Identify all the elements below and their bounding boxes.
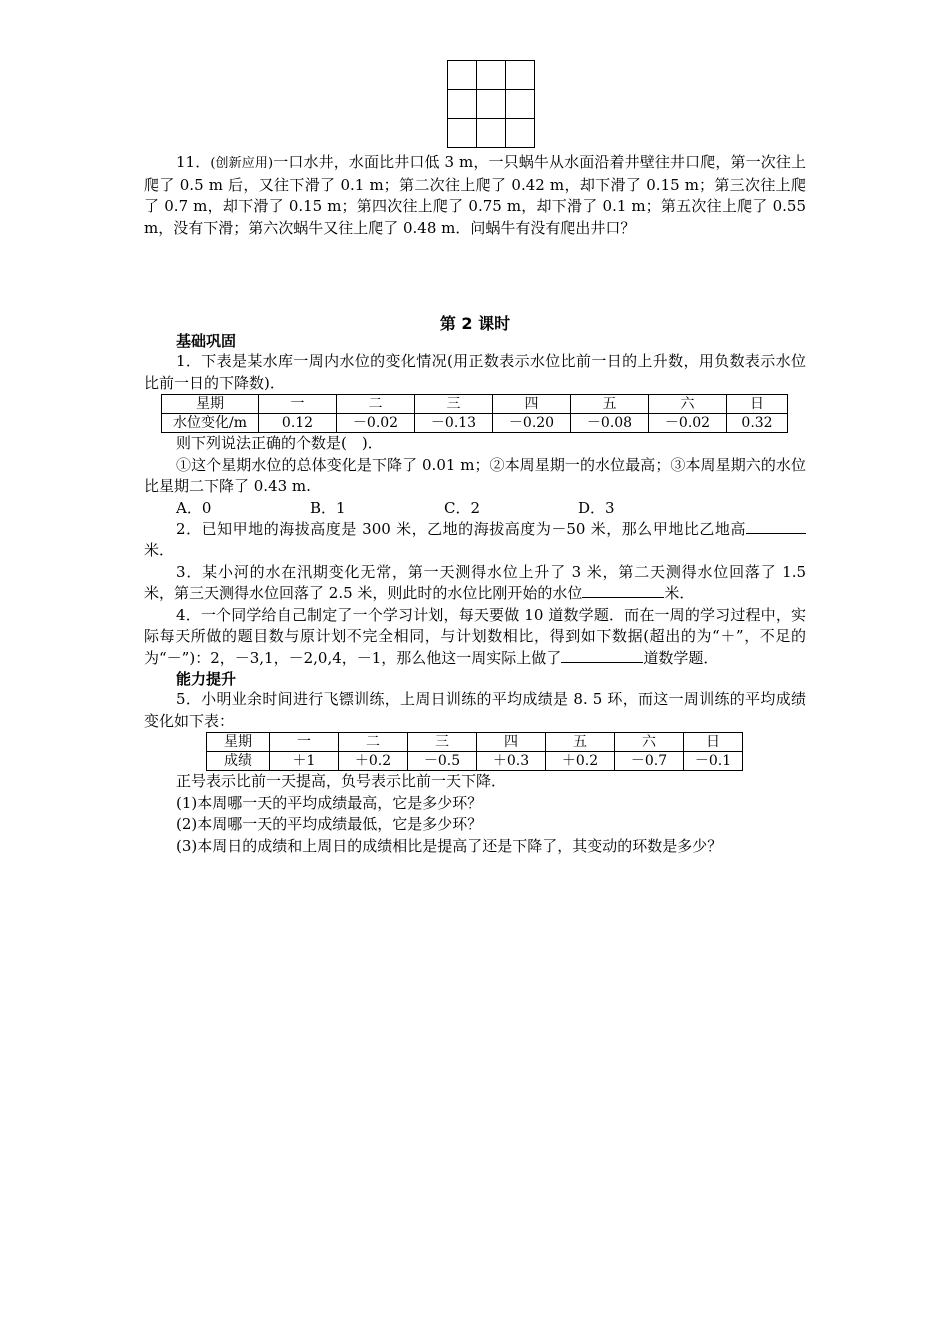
table-cell: 0.32 bbox=[727, 414, 788, 433]
table-cell: 二 bbox=[337, 395, 415, 414]
q5-note: 正号表示比前一天提高，负号表示比前一天下降． bbox=[176, 772, 507, 790]
table-cell: －0.08 bbox=[571, 414, 649, 433]
table-cell: 0.12 bbox=[259, 414, 337, 433]
table-cell: 成绩 bbox=[207, 752, 270, 771]
table-cell: ＋0.3 bbox=[477, 752, 546, 771]
table-header-row bbox=[162, 395, 788, 414]
table-cell: 日 bbox=[684, 733, 743, 752]
q2-text: 2．已知甲地的海拔高度是 300 米，乙地的海拔高度为－50 米，那么甲地比乙地高 bbox=[176, 519, 746, 538]
table-cell: －0.02 bbox=[337, 414, 415, 433]
question-2 bbox=[144, 519, 806, 562]
table-header-row bbox=[207, 733, 743, 752]
table-cell: 三 bbox=[415, 395, 493, 414]
q3-tail: 米． bbox=[664, 584, 695, 602]
heading-basic: 基础巩固 bbox=[176, 332, 237, 350]
table-cell: 四 bbox=[493, 395, 571, 414]
table-cell: ＋1 bbox=[270, 752, 339, 771]
table-cell: 六 bbox=[649, 395, 727, 414]
table-cell: 三 bbox=[408, 733, 477, 752]
q1-intro: 1．下表是某水库一周内水位的变化情况(用正数表示水位比前一日的上升数，用负数表示水位比前一日的下降数)． bbox=[144, 352, 806, 392]
q5-intro: 5．小明业余时间进行飞镖训练，上周日训练的平均成绩是 8. 5 环，而这一周训练的平均成绩变化如下表： bbox=[144, 690, 806, 730]
table-cell: 五 bbox=[546, 733, 615, 752]
heading-advanced: 能力提升 bbox=[176, 670, 237, 688]
q1-options bbox=[144, 498, 806, 519]
main-content bbox=[144, 331, 806, 857]
q5-sub2: (2)本周哪一天的平均成绩最低，它是多少环？ bbox=[176, 815, 483, 833]
question-text: 一口水井，水面比井口低 3 m，一只蜗牛从水面沿着井壁往井口爬，第一次往上爬了 0.5 m 后，又往下滑了 0.1 m；第二次往上爬了 0.42 m，却下滑了 0.15 m；第三次往上爬了 0.7 m，却下滑了 0.15 m；第四次往上爬了 0.75 m，却下滑了 0.1 m；第五次往上爬了 0.55 m，没有下滑；第六次蜗牛又往上爬了 0.48 m．问蜗牛有没有爬出井口？ bbox=[144, 153, 806, 237]
table-cell: －0.7 bbox=[615, 752, 684, 771]
table-cell: 四 bbox=[477, 733, 546, 752]
table-cell: 日 bbox=[727, 395, 788, 414]
water-level-table bbox=[161, 394, 788, 433]
table-cell: 六 bbox=[615, 733, 684, 752]
q5-sub1: (1)本周哪一天的平均成绩最高，它是多少环？ bbox=[176, 793, 483, 812]
table-cell: －0.13 bbox=[415, 414, 493, 433]
q3-text: 3．某小河的水在汛期变化无常，第一天测得水位上升了 3 米，第二天测得水位回落了 1.5 米，第三天测得水位回落了 2.5 米，则此时的水位比刚开始的水位 bbox=[144, 562, 806, 602]
question-3 bbox=[144, 562, 806, 605]
table-cell: 一 bbox=[270, 733, 339, 752]
three-by-three-grid bbox=[447, 60, 535, 148]
q1-question: 则下列说法正确的个数是( )． bbox=[176, 434, 383, 452]
table-cell: 水位变化/m bbox=[162, 414, 259, 433]
table-cell: 星期 bbox=[162, 395, 259, 414]
answer-blank[interactable] bbox=[561, 648, 643, 663]
answer-blank[interactable] bbox=[582, 583, 664, 598]
option-d: D．3 bbox=[578, 498, 615, 517]
table-cell: 星期 bbox=[207, 733, 270, 752]
q4-tail: 道数学题． bbox=[643, 648, 719, 667]
option-b: B．1 bbox=[310, 498, 346, 517]
table-cell: ＋0.2 bbox=[339, 752, 408, 771]
table-cell: 一 bbox=[259, 395, 337, 414]
question-tag: (创新应用) bbox=[210, 156, 274, 171]
q2-tail: 米． bbox=[144, 541, 175, 559]
q5-sub3: (3)本周日的成绩和上周日的成绩相比是提高了还是下降了，其变动的环数是多少？ bbox=[176, 836, 723, 855]
option-c: C．2 bbox=[444, 498, 481, 517]
section-title: 第 2 课时 bbox=[439, 314, 511, 333]
table-cell: 五 bbox=[571, 395, 649, 414]
table-row bbox=[162, 414, 788, 433]
table-cell: －0.20 bbox=[493, 414, 571, 433]
table-cell: －0.02 bbox=[649, 414, 727, 433]
table-row bbox=[207, 752, 743, 771]
table-cell: －0.1 bbox=[684, 752, 743, 771]
table-cell: －0.5 bbox=[408, 752, 477, 771]
question-number: 11． bbox=[176, 153, 211, 171]
question-11 bbox=[144, 152, 806, 239]
q4-text: 4．一个同学给自己制定了一个学习计划，每天要做 10 道数学题．而在一周的学习过程中，实际每天所做的题目数与原计划不完全相同，与计划数相比，得到如下数据(超出的为“＋”，不足的为“－”)：2，－3,1，－2,0,4，－1，那么他这一周实际上做了 bbox=[144, 605, 806, 667]
question-4 bbox=[144, 605, 806, 670]
answer-blank[interactable] bbox=[746, 519, 806, 534]
dart-score-table bbox=[206, 732, 743, 771]
q1-statements: ①这个星期水位的总体变化是下降了 0.01 m；②本周星期一的水位最高；③本周星期六的水位比星期二下降了 0.43 m. bbox=[144, 455, 806, 495]
table-cell: ＋0.2 bbox=[546, 752, 615, 771]
option-a: A．0 bbox=[176, 498, 212, 517]
table-cell: 二 bbox=[339, 733, 408, 752]
